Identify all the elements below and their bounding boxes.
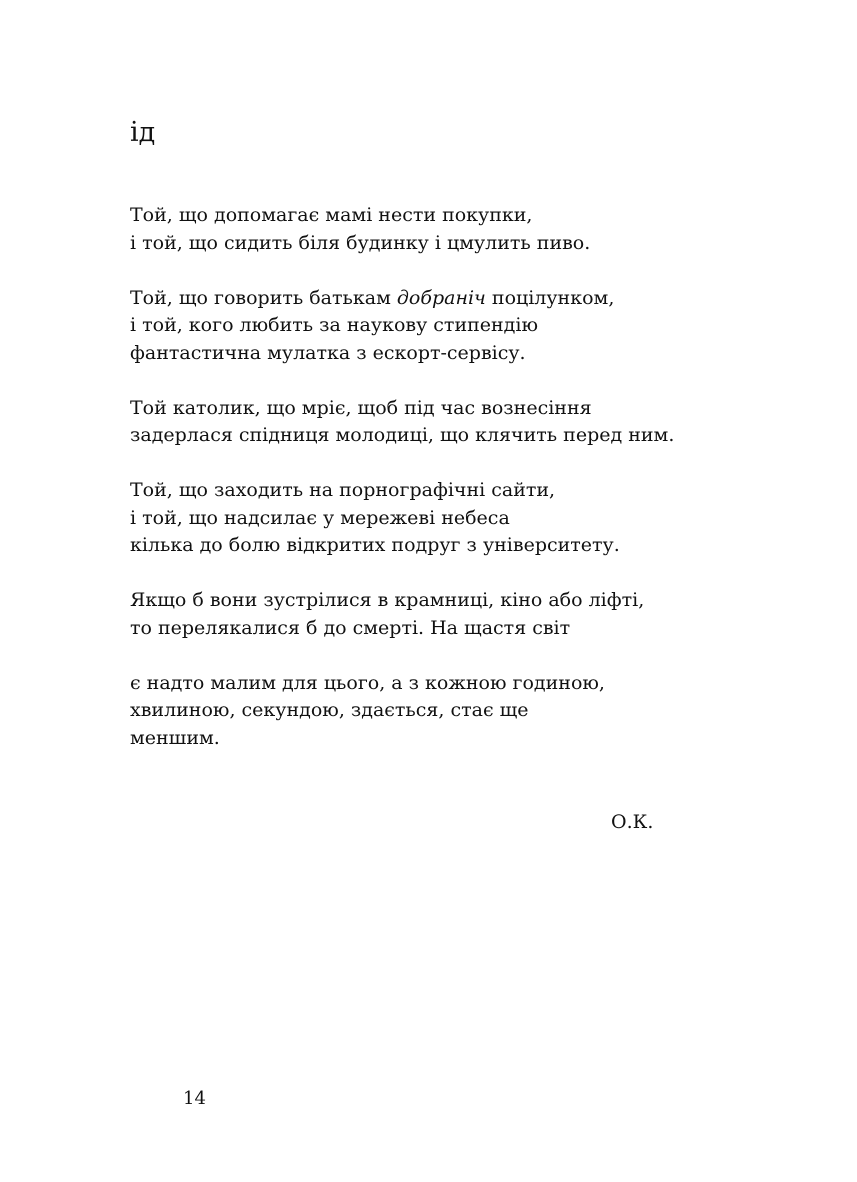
poem-line: і той, кого любить за наукову стипендію [130, 314, 538, 336]
poem-body [130, 202, 770, 780]
stanza-6 [130, 670, 770, 753]
stanza-4 [130, 477, 770, 560]
poem-line: хвилиною, секундою, здається, стає ще [130, 699, 529, 721]
stanza-1 [130, 202, 770, 257]
poem-line: Якщо б вони зустрілися в крамниці, кіно або ліфті, [130, 589, 645, 611]
poem-title: ід [130, 117, 156, 148]
poem-line: є надто малим для цього, а з кожною годиною, [130, 671, 605, 694]
poem-line: і той, що сидить біля будинку і цмулить пиво. [130, 231, 591, 254]
poem-line: фантастична мулатка з ескорт-сервісу. [130, 341, 526, 364]
poem-line: Той католик, що мріє, щоб під час вознесіння [130, 396, 592, 419]
poem-line: і той, що надсилає у мережеві небеса [130, 506, 510, 529]
poem-line: кілька до болю відкритих подруг з університету. [130, 534, 620, 556]
poem-line: задерлася спідниця молодиці, що клячить перед ним. [130, 424, 675, 446]
author-signature: О.К. [611, 811, 654, 833]
page-number: 14 [183, 1088, 206, 1109]
poem-line: Той, що заходить на порнографічні сайти, [130, 479, 556, 501]
poem-line: то перелякалися б до смерті. На щастя світ [130, 616, 571, 639]
poem-line-text: поцілунком, [485, 286, 615, 309]
stanza-5 [130, 587, 770, 642]
poem-line: меншим. [130, 726, 220, 749]
poem-line-text: Той, що говорить батькам [130, 286, 397, 309]
stanza-2 [130, 285, 770, 368]
stanza-3 [130, 395, 770, 450]
poem-line [130, 285, 770, 313]
italic-word: добраніч [396, 286, 486, 309]
poem-line: Той, що допомагає мамі нести покупки, [130, 204, 533, 226]
